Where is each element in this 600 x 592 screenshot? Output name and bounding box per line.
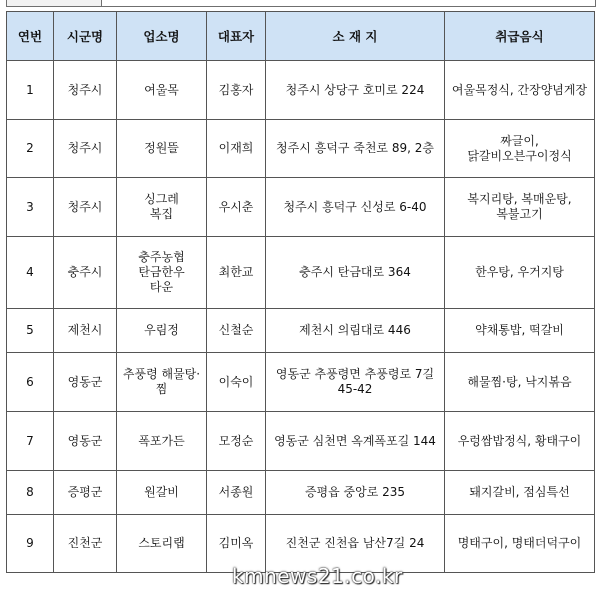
cell-no: 6 <box>7 353 54 412</box>
watermark: kmnews21.co.kr <box>232 564 403 588</box>
cell-shop: 싱그레 복집 <box>117 178 207 237</box>
cell-address: 청주시 흥덕구 신성로 6-40 <box>266 178 445 237</box>
cell-no: 4 <box>7 237 54 309</box>
table-row <box>7 353 595 412</box>
cell-owner: 서종원 <box>207 471 266 515</box>
cell-address: 충주시 탄금대로 364 <box>266 237 445 309</box>
cell-city: 충주시 <box>54 237 117 309</box>
cell-address: 영동군 심천면 옥계폭포길 144 <box>266 412 445 471</box>
cell-food: 복지리탕, 복매운탕, 복불고기 <box>445 178 595 237</box>
cell-city: 청주시 <box>54 120 117 178</box>
header-shop: 업소명 <box>117 12 207 61</box>
cell-owner: 신철순 <box>207 309 266 353</box>
top-strip-cell-right <box>101 0 596 7</box>
cell-owner: 김미옥 <box>207 515 266 573</box>
cell-food: 우렁쌈밥정식, 황태구이 <box>445 412 595 471</box>
cell-address: 청주시 상당구 호미로 224 <box>266 61 445 120</box>
table-row <box>7 471 595 515</box>
restaurant-table <box>6 11 595 573</box>
cell-shop: 추풍령 해물탕·찜 <box>117 353 207 412</box>
cell-shop: 우림정 <box>117 309 207 353</box>
cell-city: 영동군 <box>54 412 117 471</box>
cell-food: 돼지갈비, 점심특선 <box>445 471 595 515</box>
cell-shop: 충주농협 탄금한우 타운 <box>117 237 207 309</box>
header-food: 취급음식 <box>445 12 595 61</box>
cell-no: 8 <box>7 471 54 515</box>
cell-shop: 폭포가든 <box>117 412 207 471</box>
cell-city: 영동군 <box>54 353 117 412</box>
cell-city: 청주시 <box>54 61 117 120</box>
cell-food: 여울목정식, 간장양념게장 <box>445 61 595 120</box>
cell-food: 짜글이, 닭갈비오븐구이정식 <box>445 120 595 178</box>
cell-no: 2 <box>7 120 54 178</box>
table-row <box>7 309 595 353</box>
cell-address: 영동군 추풍령면 추풍령로 7길 45-42 <box>266 353 445 412</box>
cell-city: 청주시 <box>54 178 117 237</box>
cell-shop: 여울목 <box>117 61 207 120</box>
cell-no: 5 <box>7 309 54 353</box>
cell-owner: 김홍자 <box>207 61 266 120</box>
table-header-row <box>7 12 595 61</box>
cell-owner: 최한교 <box>207 237 266 309</box>
cell-food: 해물찜·탕, 낙지볶음 <box>445 353 595 412</box>
cell-owner: 모정순 <box>207 412 266 471</box>
cell-no: 7 <box>7 412 54 471</box>
cell-no: 1 <box>7 61 54 120</box>
table-row <box>7 178 595 237</box>
cell-address: 제천시 의림대로 446 <box>266 309 445 353</box>
cell-food: 한우탕, 우거지탕 <box>445 237 595 309</box>
cell-address: 증평읍 중앙로 235 <box>266 471 445 515</box>
cell-food: 약채통밥, 떡갈비 <box>445 309 595 353</box>
cell-no: 3 <box>7 178 54 237</box>
cell-city: 증평군 <box>54 471 117 515</box>
cell-no: 9 <box>7 515 54 573</box>
cell-city: 진천군 <box>54 515 117 573</box>
cell-shop: 스토리랩 <box>117 515 207 573</box>
table-row <box>7 61 595 120</box>
header-owner: 대표자 <box>207 12 266 61</box>
cell-address: 진천군 진천읍 남산7길 24 <box>266 515 445 573</box>
top-strip-cell-left <box>6 0 102 7</box>
cell-shop: 정원뜰 <box>117 120 207 178</box>
cell-owner: 이숙이 <box>207 353 266 412</box>
cell-shop: 원갈비 <box>117 471 207 515</box>
table-row <box>7 120 595 178</box>
cell-address: 청주시 흥덕구 죽천로 89, 2층 <box>266 120 445 178</box>
cell-owner: 이재희 <box>207 120 266 178</box>
table-row <box>7 412 595 471</box>
cell-owner: 우시춘 <box>207 178 266 237</box>
top-strip <box>0 0 600 10</box>
table-row <box>7 237 595 309</box>
cell-city: 제천시 <box>54 309 117 353</box>
header-no: 연번 <box>7 12 54 61</box>
header-city: 시군명 <box>54 12 117 61</box>
header-address: 소 재 지 <box>266 12 445 61</box>
cell-food: 명태구이, 명태더덕구이 <box>445 515 595 573</box>
